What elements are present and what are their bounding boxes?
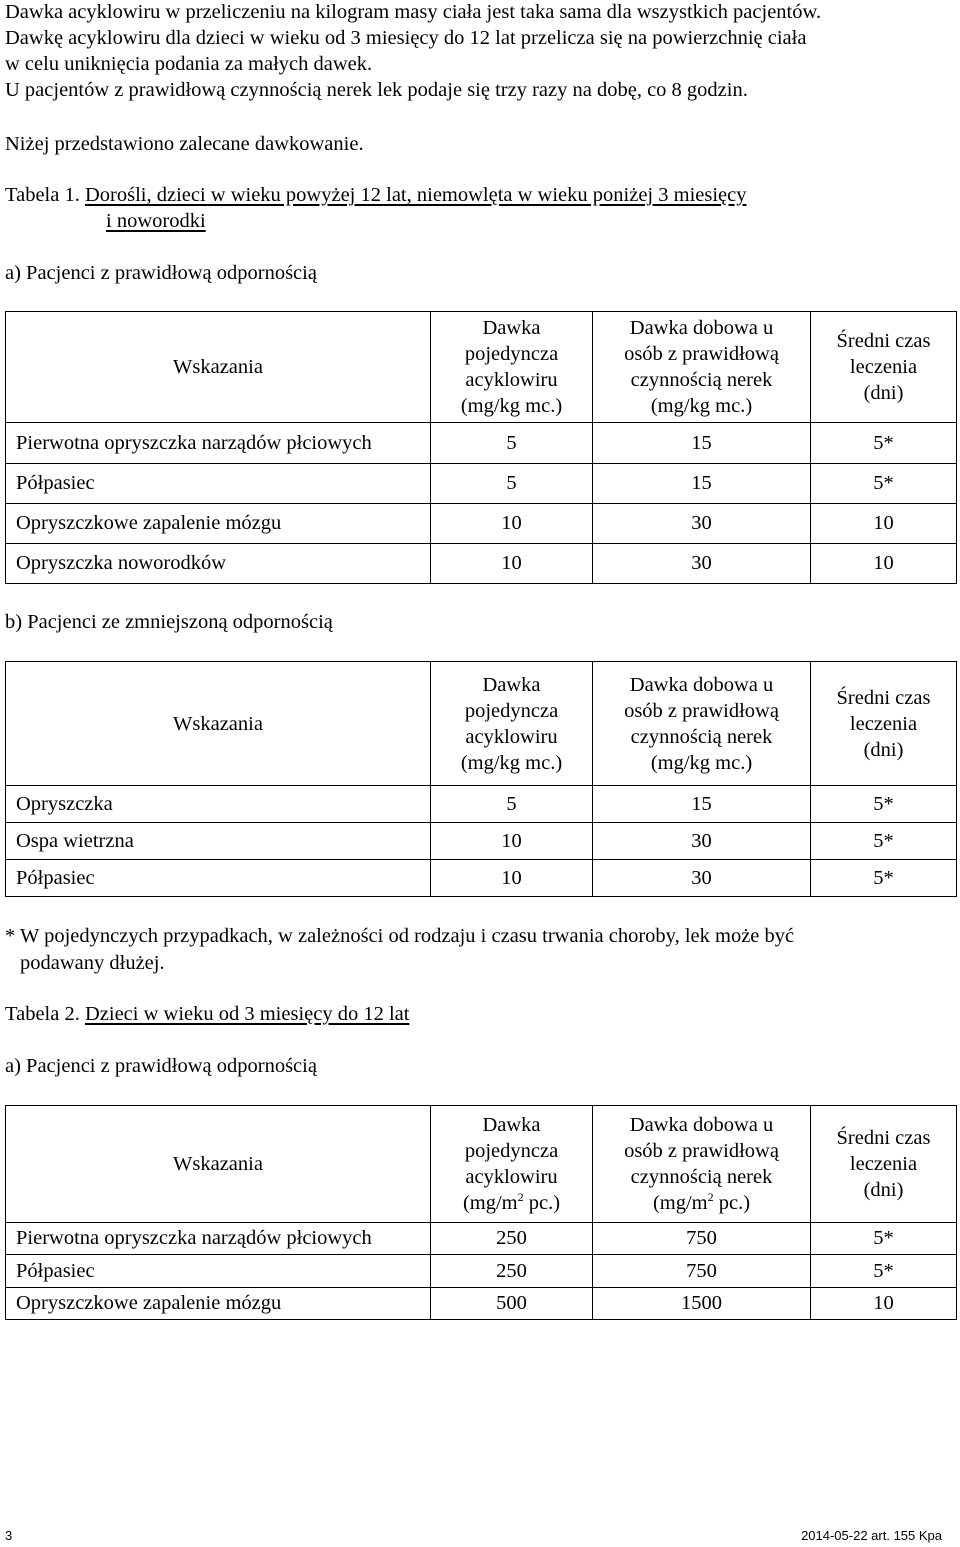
intro-line-1: Dawka acyklowiru w przeliczeniu na kilogram masy ciała jest taka sama dla wszystkich pacjentów. — [5, 1, 822, 23]
header-duration: Średni czas leczenia (dni) — [811, 662, 957, 786]
table-1a — [5, 311, 957, 584]
table1-title-line2: i noworodki — [106, 210, 206, 232]
document-reference: 2014-05-22 art. 155 Kpa — [801, 1528, 942, 1543]
table1-prefix: Tabela 1. — [5, 184, 85, 206]
header-indication: Wskazania — [6, 1106, 431, 1223]
table2-prefix: Tabela 2. — [5, 1003, 85, 1025]
table-row: Pierwotna opryszczka narządów płciowych 5 15 5* — [6, 423, 957, 464]
table-header-row — [6, 312, 957, 423]
footnote-line-2: podawany dłużej. — [20, 952, 165, 974]
section-a2-heading: a) Pacjenci z prawidłową odpornością — [5, 1055, 317, 1077]
header-daily-dose: Dawka dobowa u osób z prawidłową czynnością nerek (mg/kg mc.) — [593, 312, 811, 423]
table-row: Opryszczkowe zapalenie mózgu 500 1500 10 — [6, 1288, 957, 1320]
table-header-row — [6, 1106, 957, 1223]
table-row: Opryszczkowe zapalenie mózgu 10 30 10 — [6, 504, 957, 544]
table-row: Pierwotna opryszczka narządów płciowych 250 750 5* — [6, 1223, 957, 1255]
section-a1-heading: a) Pacjenci z prawidłową odpornością — [5, 262, 317, 284]
table-row: Półpasiec 250 750 5* — [6, 1255, 957, 1288]
header-single-dose: Dawka pojedyncza acyklowiru (mg/kg mc.) — [431, 662, 593, 786]
table-2a — [5, 1105, 957, 1320]
header-duration: Średni czas leczenia (dni) — [811, 1106, 957, 1223]
table-row: Opryszczka 5 15 5* — [6, 786, 957, 823]
header-indication: Wskazania — [6, 662, 431, 786]
header-single-dose: Dawka pojedyncza acyklowiru (mg/kg mc.) — [431, 312, 593, 423]
table1-title-line1: Dorośli, dzieci w wieku powyżej 12 lat, niemowlęta w wieku poniżej 3 miesięcy — [84, 184, 747, 206]
header-daily-dose: Dawka dobowa u osób z prawidłową czynnością nerek ($mg/m^2$ pc.) — [593, 1106, 811, 1223]
table-1b — [5, 661, 957, 897]
table-row: Ospa wietrzna 10 30 5* — [6, 823, 957, 860]
page-number: 3 — [5, 1528, 13, 1543]
table-row: Półpasiec 5 15 5* — [6, 464, 957, 504]
table-row: Półpasiec 10 30 5* — [6, 860, 957, 897]
header-daily-dose: Dawka dobowa u osób z prawidłową czynnością nerek (mg/kg mc.) — [593, 662, 811, 786]
intro-line-5: Niżej przedstawiono zalecane dawkowanie. — [5, 133, 364, 155]
header-indication: Wskazania — [6, 312, 431, 423]
table2-title — [5, 1001, 409, 1027]
section-b1-heading: b) Pacjenci ze zmniejszoną odpornością — [5, 611, 333, 633]
intro-line-3: w celu uniknięcia podania za małych dawek. — [5, 53, 373, 75]
table-header-row — [6, 662, 957, 786]
intro-line-2: Dawkę acyklowiru dla dzieci w wieku od 3 miesięcy do 12 lat przelicza się na powierzchnię ciała — [5, 27, 807, 49]
table2-title-text: Dzieci w wieku od 3 miesięcy do 12 lat — [84, 1003, 410, 1025]
table-row: Opryszczka noworodków 10 30 10 — [6, 544, 957, 584]
header-single-dose: Dawka pojedyncza acyklowiru ($mg/m^2$ pc.) — [431, 1106, 593, 1223]
intro-line-4: U pacjentów z prawidłową czynnością nerek lek podaje się trzy razy na dobę, co 8 godzin. — [5, 79, 748, 101]
table1-title — [5, 182, 746, 208]
header-duration: Średni czas leczenia (dni) — [811, 312, 957, 423]
footnote-line-1: * W pojedynczych przypadkach, w zależności od rodzaju i czasu trwania choroby, lek może być — [5, 925, 795, 947]
